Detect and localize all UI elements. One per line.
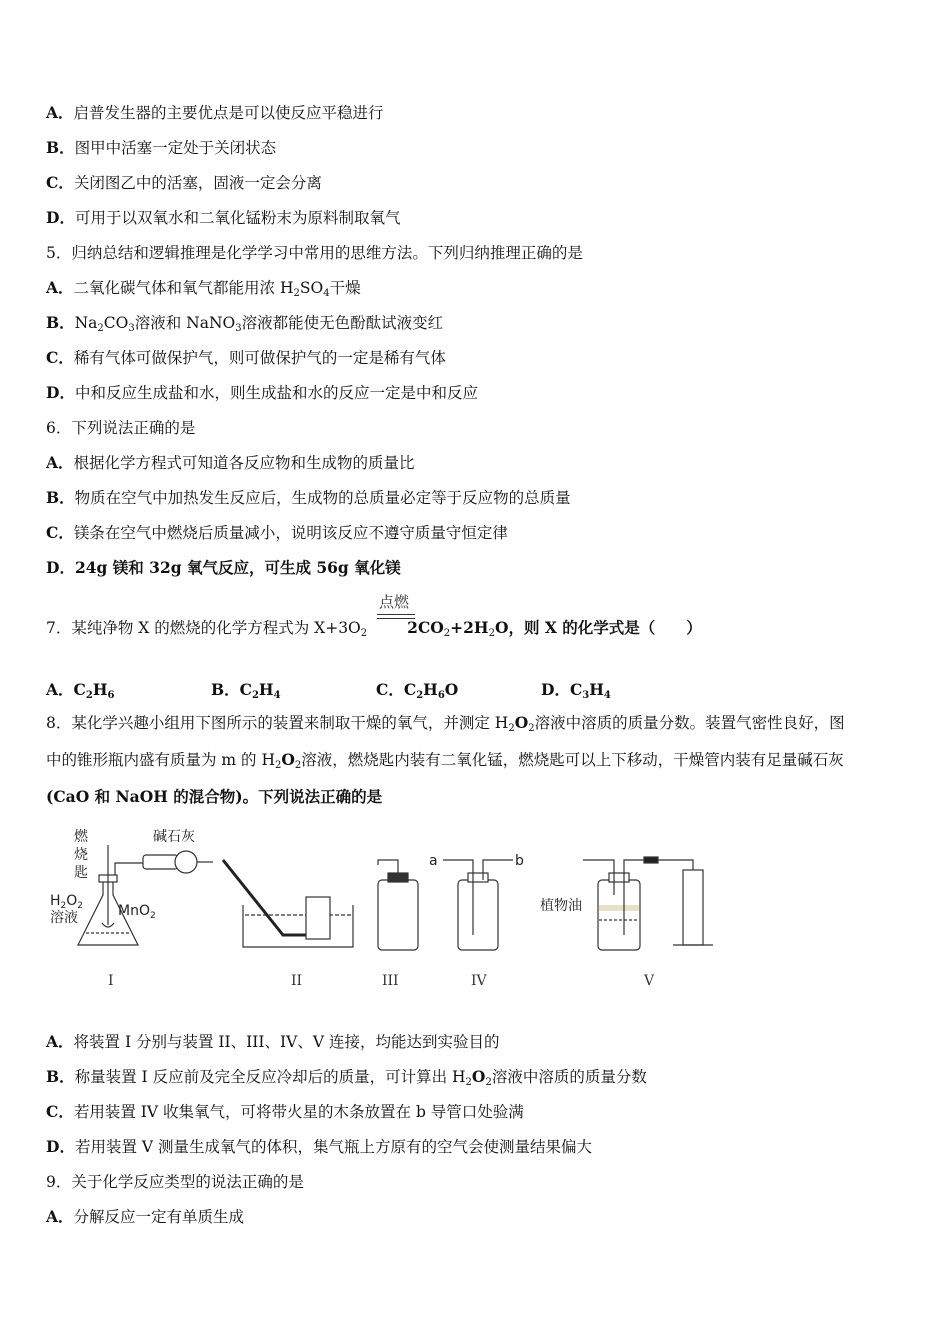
option-letter: A．: [46, 1207, 74, 1226]
option-text: 镁条在空气中燃烧后质量减小，说明该反应不遵守质量守恒定律: [73, 524, 508, 542]
option-letter: A．: [46, 453, 74, 472]
reaction-condition: 点燃: [379, 593, 410, 611]
subscript: 2: [485, 1077, 492, 1088]
apparatus-figure: [48, 825, 728, 995]
stem-text: 7．某纯净物 X 的燃烧的化学方程式为 X+3O: [46, 619, 361, 637]
gas-bottle-inverted: [306, 897, 330, 939]
option-letter: B．: [46, 313, 75, 332]
option-letter: A．: [46, 103, 74, 122]
option-text: 分解反应一定有单质生成: [73, 1208, 245, 1226]
option-letter: B．: [46, 1067, 75, 1086]
oil-layer: [599, 905, 639, 911]
q7-option-c: [376, 678, 458, 700]
option-text: SO: [299, 279, 324, 297]
option-text: H: [258, 680, 274, 699]
label-text: H: [50, 893, 61, 909]
q8-option-b: [46, 1067, 647, 1087]
option-text: O: [444, 680, 459, 699]
option-text: 24g 镁和 32g 氧气反应，可生成 56g 氧化镁: [74, 558, 401, 577]
option-text: O: [471, 1067, 486, 1086]
subscript: 2: [85, 690, 93, 701]
option-letter: C．: [46, 1102, 74, 1121]
label-soda-lime: 碱石灰: [153, 829, 195, 845]
label-mno2: [118, 903, 156, 921]
option-letter: A．: [46, 278, 74, 297]
option-text: C．C: [376, 680, 417, 699]
caption-i: I: [108, 973, 114, 989]
subscript: 3: [235, 323, 242, 334]
subscript: 2: [294, 760, 302, 771]
option-text: CO: [103, 314, 129, 332]
caption-iii: III: [382, 973, 399, 989]
option-letter: D．: [46, 208, 75, 227]
bottle-iv: [458, 880, 498, 950]
label-a: a: [429, 853, 438, 869]
rubber-joint: [644, 857, 658, 863]
q7-option-a: [46, 678, 114, 700]
option-text: 启普发生器的主要优点是可以使反应平稳进行: [73, 104, 384, 122]
delivery-tube: [223, 860, 306, 935]
option-text: B．C: [211, 680, 252, 699]
label-spoon-2: 烧: [74, 847, 88, 863]
option-text: H: [589, 680, 604, 699]
label-text: MnO: [118, 903, 150, 919]
subscript: 6: [107, 690, 115, 701]
q6-option-a: [46, 453, 415, 473]
subscript: 4: [603, 690, 611, 701]
q7-stem: [46, 618, 702, 638]
label-h2o2: [50, 893, 83, 911]
bottle-iii-tube: [378, 860, 398, 873]
option-letter: C．: [46, 348, 74, 367]
caption-iv: IV: [471, 973, 487, 989]
label-b: b: [515, 853, 524, 869]
q5-stem: 5．归纳总结和逻辑推理是化学学习中常用的思维方法。下列归纳推理正确的是: [46, 244, 583, 262]
subscript: 2: [149, 911, 156, 921]
outlet-tube: [115, 863, 143, 875]
stem-text: O，则 X 的化学式是（ ）: [494, 618, 702, 637]
label-solution: 溶液: [50, 910, 78, 926]
option-text: H: [423, 680, 438, 699]
caption-ii: II: [291, 973, 303, 989]
q4-option-b: [46, 138, 276, 158]
option-text: 若用装置 V 测量生成氧气的体积，集气瓶上方原有的空气会使测量结果偏大: [74, 1138, 593, 1156]
q8-stem-line-1: [46, 713, 845, 733]
q6-stem: 6．下列说法正确的是: [46, 419, 196, 437]
option-text: D．C: [541, 680, 583, 699]
subscript: 2: [251, 690, 259, 701]
option-letter: B．: [46, 488, 75, 507]
option-text: 溶液都能使无色酚酞试液变红: [241, 314, 444, 332]
option-text: H: [92, 680, 108, 699]
option-letter: D．: [46, 383, 75, 402]
stem-text: 2CO: [407, 618, 444, 637]
q4-option-a: [46, 103, 384, 123]
option-text: 称量装置 I 反应前及完全反应冷却后的质量，可计算出 H: [74, 1068, 466, 1086]
subscript: 2: [465, 1077, 472, 1088]
subscript: 4: [323, 288, 330, 299]
stem-text: O: [281, 750, 295, 769]
option-text: 溶液中溶质的质量分数: [491, 1068, 647, 1086]
q5-option-a: [46, 278, 361, 298]
subscript: 2: [528, 723, 535, 734]
option-letter: D．: [46, 1137, 75, 1156]
label-text: O: [66, 893, 78, 909]
label-vegetable-oil: 植物油: [540, 898, 582, 914]
stem-text: +2H: [450, 618, 489, 637]
q4-option-d: [46, 208, 400, 228]
label-spoon-3: 匙: [74, 865, 88, 881]
q6-option-c: [46, 523, 508, 543]
subscript: 2: [60, 901, 67, 911]
q7-option-b: [211, 678, 281, 700]
bottle-iii: [378, 880, 418, 950]
bottle-v-stopper: [609, 873, 629, 882]
q6-option-b: [46, 488, 571, 508]
q8-option-a: [46, 1032, 500, 1052]
option-letter: B．: [46, 138, 75, 157]
trough: [243, 905, 353, 947]
stem-text: 溶液，燃烧匙内装有二氧化锰，燃烧匙可以上下移动，干燥管内装有足量碱石灰: [301, 751, 844, 769]
label-spoon-1: 燃: [74, 829, 88, 845]
subscript: 4: [273, 690, 281, 701]
subscript: 2: [77, 901, 84, 911]
bottle-v: [598, 880, 640, 950]
option-text: 可用于以双氧水和二氧化锰粉末为原料制取氧气: [74, 209, 401, 227]
option-text: 溶液和 NaNO: [134, 314, 236, 332]
subscript: 2: [293, 288, 300, 299]
bottle-iv-stopper: [468, 873, 488, 882]
option-letter: A．: [46, 1032, 74, 1051]
subscript: 3: [128, 323, 135, 334]
option-text: 稀有气体可做保护气，则可做保护气的一定是稀有气体: [73, 349, 446, 367]
equation-arrow-bar-top: [377, 614, 415, 615]
q8-option-c: [46, 1102, 524, 1122]
subscript: 2: [360, 628, 368, 639]
bottle-iii-stopper: [388, 873, 408, 882]
q9-option-a: [46, 1207, 244, 1227]
stem-text: 溶液中溶质的质量分数。装置气密性良好，图: [534, 714, 845, 732]
option-text: 关闭图乙中的活塞，固液一定会分离: [73, 174, 322, 192]
q8-stem-line-3: (CaO 和 NaOH 的混合物)。下列说法正确的是: [46, 787, 383, 806]
q6-option-d: [46, 558, 401, 578]
subscript: 2: [416, 690, 424, 701]
stem-text: O: [514, 713, 529, 732]
measuring-cylinder: [683, 870, 703, 945]
option-letter: C．: [46, 523, 74, 542]
q5-option-c: [46, 348, 446, 368]
q5-option-b: [46, 313, 443, 333]
option-text: Na: [74, 314, 98, 332]
q7-option-d: [541, 678, 611, 700]
q5-option-d: [46, 383, 478, 403]
subscript: 2: [443, 628, 451, 639]
option-text: 干燥: [329, 279, 361, 297]
caption-v: V: [644, 973, 655, 989]
subscript: 2: [508, 723, 515, 734]
subscript: 6: [437, 690, 445, 701]
q4-option-c: [46, 173, 322, 193]
stem-text: 中的锥形瓶内盛有质量为 m 的 H: [46, 751, 275, 769]
option-text: A．C: [46, 680, 86, 699]
subscript: 2: [275, 760, 282, 771]
option-text: 物质在空气中加热发生反应后，生成物的总质量必定等于反应物的总质量: [74, 489, 571, 507]
drying-tube-bulb: [175, 851, 197, 873]
stem-text: 8．某化学兴趣小组用下图所示的装置来制取干燥的氧气，并测定 H: [46, 714, 509, 732]
option-text: 若用装置 IV 收集氧气，可将带火星的木条放置在 b 导管口处验满: [73, 1103, 524, 1121]
option-letter: C．: [46, 173, 74, 192]
q8-option-d: [46, 1137, 592, 1157]
option-text: 图甲中活塞一定处于关闭状态: [74, 139, 277, 157]
q9-stem: 9．关于化学反应类型的说法正确的是: [46, 1173, 304, 1191]
subscript: 2: [488, 628, 495, 639]
subscript: 3: [582, 690, 590, 701]
drying-tube: [143, 855, 178, 869]
option-text: 将装置 I 分别与装置 II、III、IV、V 连接，均能达到实验目的: [73, 1033, 500, 1051]
option-text: 二氧化碳气体和氧气都能用浓 H: [73, 279, 294, 297]
subscript: 2: [97, 323, 104, 334]
option-text: 中和反应生成盐和水，则生成盐和水的反应一定是中和反应: [74, 384, 478, 402]
option-letter: D．: [46, 558, 75, 577]
q8-stem-line-2: [46, 750, 844, 770]
option-text: 根据化学方程式可知道各反应物和生成物的质量比: [73, 454, 415, 472]
